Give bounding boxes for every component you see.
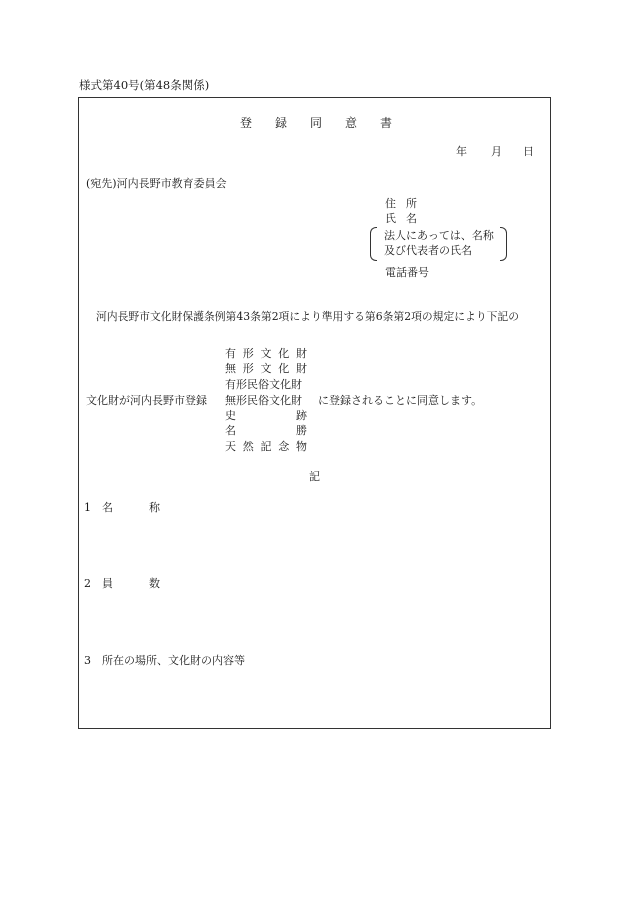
category-intangible-folk: 無形民俗文化財 — [225, 394, 302, 407]
category-char: 化 — [278, 347, 290, 360]
category-char: 無 — [225, 362, 236, 375]
item-label-char: 称 — [149, 501, 160, 514]
category-tangible-folk: 有形民俗文化財 — [225, 378, 302, 391]
category-natural-monument — [225, 440, 307, 453]
right-parenthesis — [500, 227, 507, 261]
ki-heading: 記 — [309, 470, 320, 483]
category-char: 然 — [242, 440, 254, 453]
name-label-char: 名 — [406, 212, 417, 225]
category-char: 名 — [225, 424, 236, 437]
phone-label: 電話番号 — [385, 266, 429, 279]
title-char: 書 — [380, 116, 393, 130]
category-char: 跡 — [296, 409, 307, 422]
category-char: 文 — [260, 347, 272, 360]
address-label-char: 住 — [385, 197, 396, 210]
category-intangible — [225, 362, 307, 375]
item-label-char: 員 — [102, 577, 113, 590]
registration-suffix: に登録されることに同意します。 — [318, 394, 483, 407]
date-month: 月 — [491, 145, 502, 158]
category-tangible — [225, 347, 307, 360]
addressee: (宛先)河内長野市教育委員会 — [86, 177, 227, 190]
category-char: 勝 — [296, 424, 307, 437]
item-number: 3 — [84, 654, 91, 667]
category-char: 記 — [260, 440, 272, 453]
left-parenthesis — [370, 227, 377, 261]
category-char: 化 — [278, 362, 290, 375]
item-number: 1 — [84, 501, 91, 514]
registration-prefix: 文化財が河内長野市登録 — [86, 394, 207, 407]
body-statement: 河内長野市文化財保護条例第43条第2項により準用する第6条第2項の規定により下記の — [96, 310, 520, 323]
address-label-char: 所 — [406, 197, 417, 210]
category-scenic-spot — [225, 424, 307, 437]
title-char: 録 — [275, 116, 288, 130]
title-char: 意 — [345, 116, 358, 130]
category-char: 天 — [225, 440, 236, 453]
title-char: 登 — [240, 116, 253, 130]
category-char: 形 — [242, 362, 254, 375]
category-char: 財 — [296, 362, 307, 375]
category-char: 有 — [225, 347, 236, 360]
category-char: 文 — [260, 362, 272, 375]
form-number-label: 様式第40号(第48条関係) — [79, 78, 210, 92]
corporate-note-line1: 法人にあっては、名称 — [384, 229, 494, 242]
category-historic-site — [225, 409, 307, 422]
category-char: 史 — [225, 409, 236, 422]
title-char: 同 — [310, 116, 323, 130]
date-year: 年 — [456, 145, 467, 158]
name-label-char: 氏 — [385, 212, 396, 225]
category-char: 形 — [242, 347, 254, 360]
date-day: 日 — [523, 145, 534, 158]
item-label-char: 名 — [102, 501, 113, 514]
category-char: 財 — [296, 347, 307, 360]
item-label-char: 数 — [149, 577, 160, 590]
category-char: 物 — [296, 440, 307, 453]
form-frame — [78, 97, 551, 729]
category-char: 念 — [278, 440, 290, 453]
item-label: 所在の場所、文化財の内容等 — [102, 654, 245, 667]
item-number: 2 — [84, 577, 91, 590]
corporate-note-line2: 及び代表者の氏名 — [384, 244, 472, 257]
